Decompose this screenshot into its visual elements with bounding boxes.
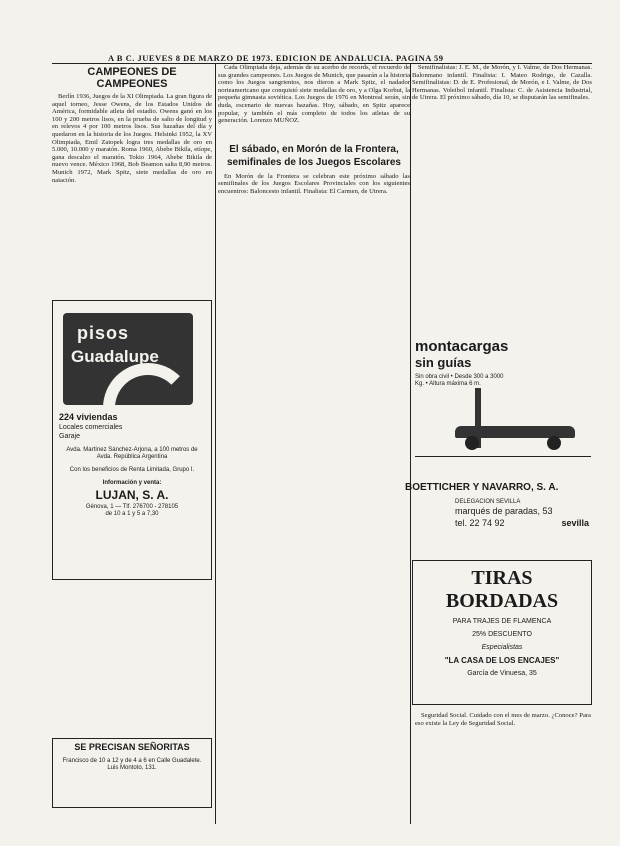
viviendas: 224 viviendas — [59, 412, 118, 422]
senoritas-body: Francisco de 10 a 12 y de 4 a 6 en Calle Guadalete. Luis Montoto, 131. — [62, 758, 202, 771]
features: Sin obra civil • Desde 300 a 3000 Kg. • Altura máxima 6 m. — [415, 374, 504, 387]
company-block — [405, 482, 595, 528]
hours: de 10 a 1 y 5 a 7,30 — [105, 511, 159, 517]
ad-city: sevilla — [561, 518, 589, 528]
middle-title: El sábado, en Morón de la Frontera, semifinales de los Juegos Escolares — [227, 143, 401, 168]
pisos-logo — [63, 313, 193, 405]
ad-tiras-bordadas — [412, 560, 592, 705]
article-body: Berlín 1936, Juegos de la XI Olimpiada. La gran figura de aquel torneo, Jesse Owens, de los Estados Unidos de América, formidable atleta del estadio. Owens ganó en los 100 y 200 metros lisos, en la prueba de salto de longitud y en relevos 4 por 100 metros lisos. Sus hazañas del día y quedaron en la historia de los Juegos. Helsinki 1952, la XV Olimpiada, Emil Zatopek logra tres medallas de oro en 5.000, 10.000 y maratón. Roma 1960, Abebe Bikila, etíope, gana descalzo el maratón. Tokio 1964, Abebe Bikila de nuevo vence. México 1968, Bob Beamon salta 8,90 metros. Munich 1972, Mark Spitz, siete medallas de oro en natación. — [52, 93, 212, 184]
middle-body-2: En Morón de la Frontera se celebran este próximo sábado las semifinales de los Juegos Escolares Provinciales con los siguientes encuentros: Baloncesto infantil. Finalista: El Carmen, de Utrera. — [218, 172, 410, 195]
header-line: A B C. JUEVES 8 DE MARZO DE 1973. EDICION DE ANDALUCIA. PAGINA 59 — [108, 53, 444, 63]
ad-senoritas — [52, 738, 212, 808]
column-middle — [218, 64, 410, 824]
brand-top: pisos — [77, 323, 130, 343]
renta-limitada: Con los beneficios de Renta Limitada, Grupo I. — [69, 467, 195, 473]
tiras-sub: PARA TRAJES DE FLAMENCA — [452, 618, 552, 625]
middle-body: Cada Olimpiada deja, además de su acerbo de records, el recuerdo de sus grandes campeones. Los Juegos de Munich, que pasarán a la historia como los Juegos sangrientos, nos dieron a Mark Spitz, el nadador norteamericano que conquistó siete medallas de oro, y a Olga Korbut, la pequeña gimnasta soviética. Los Juegos de 1976 en Montreal serán, sin duda, escenario de nuevas hazañas. Hoy, sábado, en Spitz aparece popular, y también el más completo de todos los atletas de su generación. Lorenzo MUÑOZ. — [218, 64, 410, 125]
tiras-title: TIRAS BORDADAS — [445, 567, 559, 612]
car-lift-icon — [455, 408, 575, 448]
address: Avda. Martínez Sánchez-Arjona, a 100 metros de Avda. República Argentina — [66, 447, 198, 460]
logo-arc-icon — [103, 363, 193, 405]
tiras-spec: Especialistas — [481, 644, 523, 651]
column-divider-1 — [215, 64, 216, 824]
tiras-address: García de Vinuesa, 35 — [467, 670, 537, 677]
info-label: Información y venta: — [102, 480, 162, 486]
brand-bottom: Guadalupe — [71, 347, 159, 366]
right-bottom-text: Seguridad Social. Cuidado con el mes de marzo. ¿Conoce? Para eso existe la Ley de Seguridad Social. — [415, 712, 591, 727]
right-body: Semifinalistas: J. E. M., de Morón, y I. Valme, de Dos Hermanas. Balonmano infantil. Finalista: I. Mateo Rodrigo, de Cazalla. Semifinalistas: D. de E. Profesional, de Morón, e I. Valme, de Dos Hermanas. Voleibol infantil. Finalista: C. de Asistencia Industrial, de Utrera. El próximo sábado, día 10, se disputarán las semifinales. — [412, 64, 592, 102]
ad-address: marqués de paradas, 53 — [455, 506, 553, 516]
sin-guias: sin guías — [415, 355, 472, 370]
column-right — [412, 64, 592, 314]
garaje: Garaje — [59, 433, 81, 440]
phone: Génova, 1 — Tlf. 276700 - 278105 — [85, 504, 179, 510]
column-divider-2 — [410, 64, 411, 824]
company-name: BOETTICHER Y NAVARRO, S. A. — [405, 482, 559, 493]
article-title: CAMPEONES DE CAMPEONES — [87, 66, 177, 90]
ad-pisos-guadalupe — [52, 300, 212, 580]
locales: Locales comerciales — [59, 424, 123, 431]
senoritas-title: SE PRECISAN SEÑORITAS — [74, 742, 190, 752]
company: LUJAN, S. A. — [95, 488, 169, 502]
montacargas-title: montacargas — [415, 338, 509, 355]
ad-montacargas — [415, 338, 591, 468]
tiras-shop: "LA CASA DE LOS ENCAJES" — [444, 656, 560, 665]
tiras-discount: 25% DESCUENTO — [472, 631, 532, 638]
ad-phone: tel. 22 74 92 — [455, 518, 505, 528]
delegacion: DELEGACION SEVILLA — [455, 499, 521, 505]
